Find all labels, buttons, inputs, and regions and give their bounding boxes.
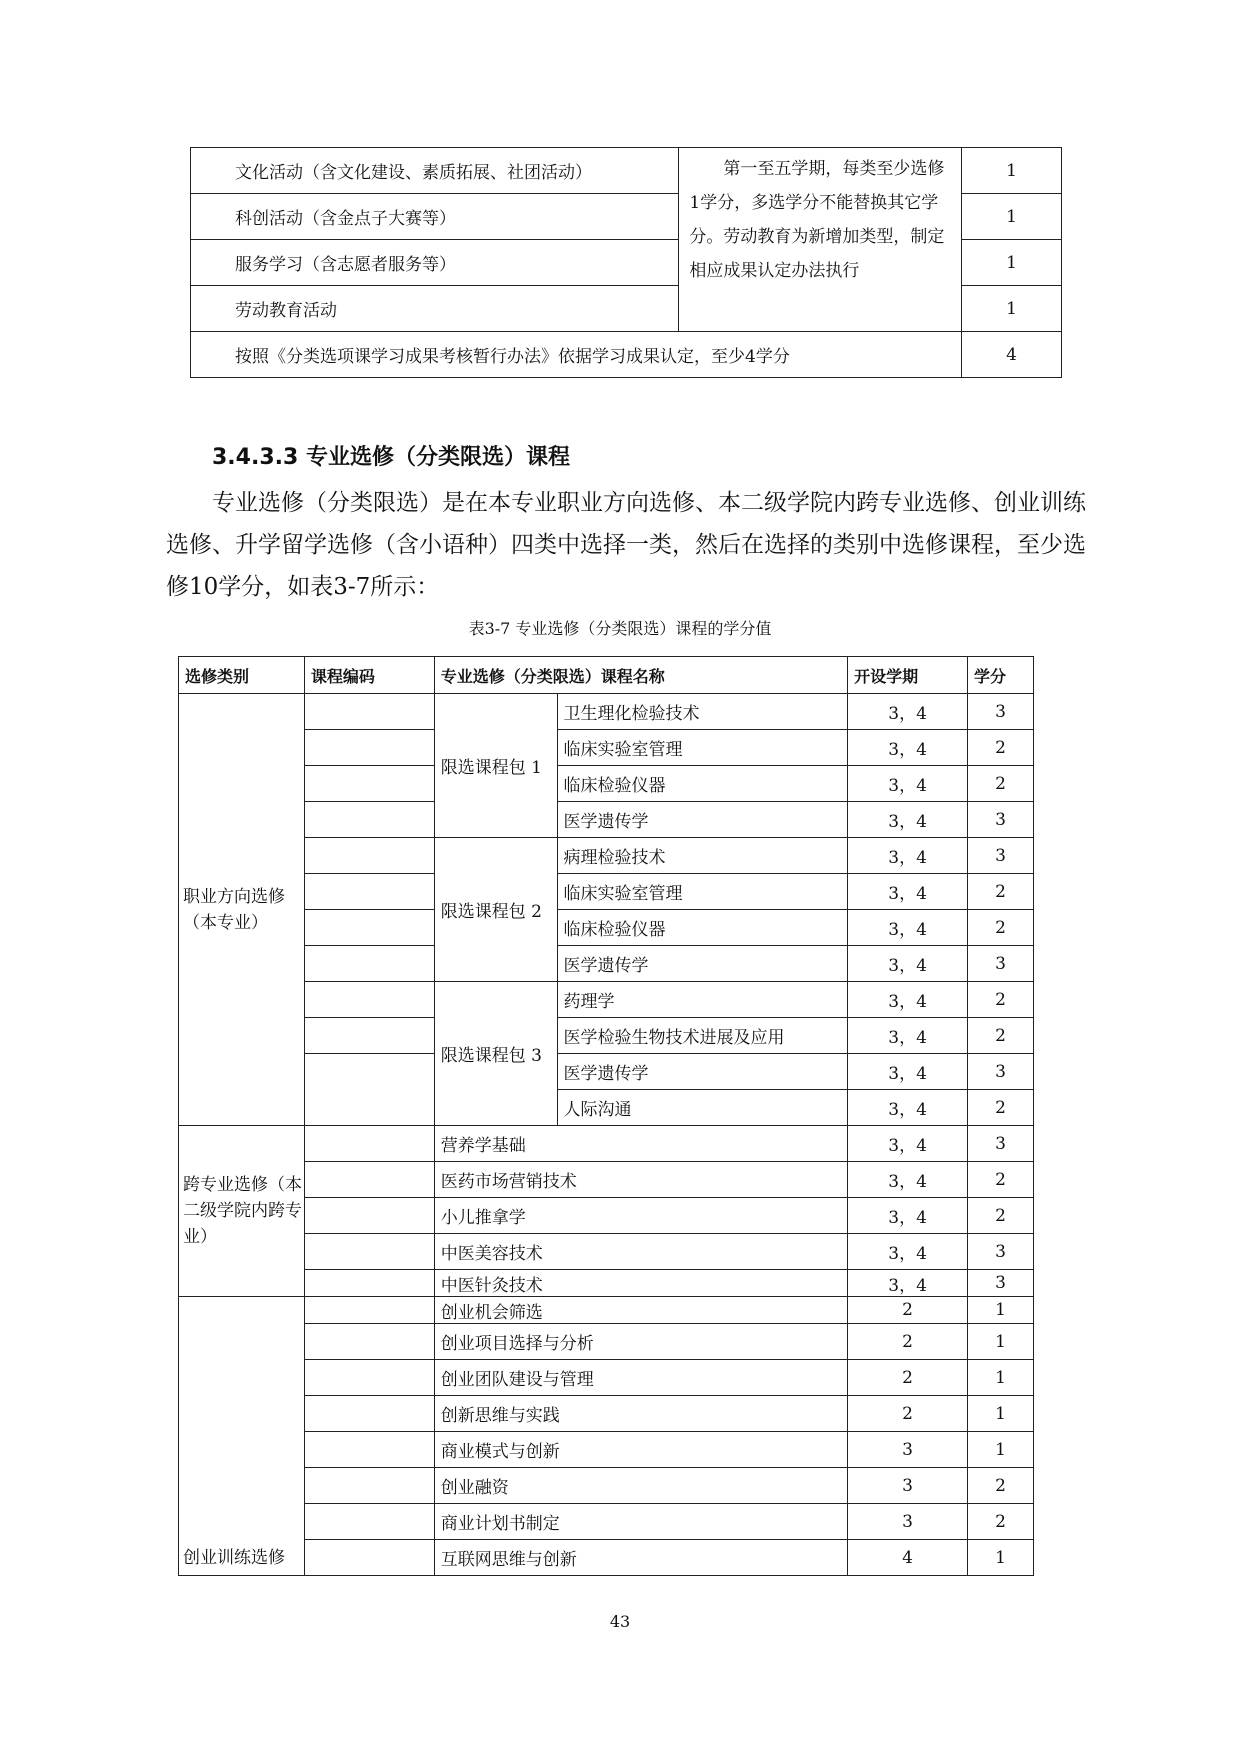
course-name: 药理学 [557,982,848,1018]
course-name: 临床检验仪器 [557,766,848,802]
course-semester: 3，4 [848,1018,968,1054]
activity-item: 科创活动（含金点子大赛等） [191,194,679,240]
course-credit: 3 [968,1234,1034,1270]
course-name: 医学遗传学 [557,1054,848,1090]
course-semester: 3，4 [848,1126,968,1162]
course-semester: 3，4 [848,838,968,874]
course-semester: 3，4 [848,1198,968,1234]
header-name: 专业选修（分类限选）课程名称 [434,657,847,694]
table-caption: 表3-7 专业选修（分类限选）课程的学分值 [468,619,772,638]
activity-credit-table [190,147,1062,378]
table-row [179,1324,1034,1360]
table-row [179,1234,1034,1270]
section-paragraph: 专业选修（分类限选）是在本专业职业方向选修、本二级学院内跨专业选修、创业训练选修、升学留学选修（含小语种）四类中选择一类，然后在选择的类别中选修课程，至少选修10学分，如表3-7所示： [166,490,1086,600]
course-name: 创业团队建设与管理 [434,1360,847,1396]
course-credit: 1 [968,1432,1034,1468]
course-semester: 3，4 [848,802,968,838]
course-credit: 2 [968,874,1034,910]
course-credit: 2 [968,730,1034,766]
course-name: 营养学基础 [434,1126,847,1162]
activity-item: 服务学习（含志愿者服务等） [191,240,679,286]
course-code [304,730,434,766]
course-credit: 1 [968,1396,1034,1432]
table-row [179,838,1034,874]
table-row [179,1432,1034,1468]
course-code [304,1432,434,1468]
course-semester: 4 [848,1540,968,1576]
activity-note: 第一至五学期，每类至少选修1学分，多选学分不能替换其它学分。劳动教育为新增加类型，制定相应成果认定办法执行 [679,148,962,332]
course-name: 中医美容技术 [434,1234,847,1270]
table-row [179,1270,1034,1297]
table-row [179,874,1034,910]
elective-credit-table [178,656,1034,1576]
table-header-row [179,657,1034,694]
table-row [179,1468,1034,1504]
table-row [179,1540,1034,1576]
course-code [304,1324,434,1360]
table-row [179,910,1034,946]
course-name: 病理检验技术 [557,838,848,874]
course-name: 临床实验室管理 [557,874,848,910]
course-name: 互联网思维与创新 [434,1540,847,1576]
category-label: 创业训练选修 [179,1297,305,1576]
course-credit: 1 [968,1324,1034,1360]
table-row [179,694,1034,730]
table-row [179,982,1034,1018]
course-credit: 3 [968,1126,1034,1162]
course-credit: 2 [968,766,1034,802]
course-name: 商业模式与创新 [434,1432,847,1468]
header-credit: 学分 [968,657,1034,694]
table-row [179,1018,1034,1054]
course-code [304,1270,434,1297]
table-row [179,802,1034,838]
course-semester: 2 [848,1297,968,1324]
table-row [179,730,1034,766]
course-name: 临床实验室管理 [557,730,848,766]
course-code [304,982,434,1018]
activity-credit: 1 [962,148,1062,194]
course-code [304,1234,434,1270]
course-code [304,766,434,802]
table-row [179,1396,1034,1432]
course-semester: 3，4 [848,1090,968,1126]
course-semester: 3，4 [848,766,968,802]
course-code [304,1162,434,1198]
course-credit: 2 [968,1162,1034,1198]
course-semester: 3 [848,1432,968,1468]
table-row [179,1198,1034,1234]
course-credit: 1 [968,1360,1034,1396]
course-code [304,874,434,910]
section-heading: 3.4.3.3 专业选修（分类限选）课程 [212,445,570,470]
course-semester: 2 [848,1396,968,1432]
course-semester: 3，4 [848,694,968,730]
course-code [304,1396,434,1432]
table-row [191,148,1062,194]
course-credit: 1 [968,1297,1034,1324]
course-credit: 3 [968,946,1034,982]
activity-credit: 1 [962,286,1062,332]
activity-credit: 1 [962,240,1062,286]
page-number: 43 [609,1612,631,1631]
course-credit: 1 [968,1540,1034,1576]
activity-footer-text: 按照《分类选项课学习成果考核暂行办法》依据学习成果认定，至少4学分 [191,332,962,378]
course-code [304,946,434,982]
table-row [179,1126,1034,1162]
course-semester: 3，4 [848,1270,968,1297]
course-name: 小儿推拿学 [434,1198,847,1234]
course-semester: 3，4 [848,730,968,766]
course-name: 创业融资 [434,1468,847,1504]
course-credit: 2 [968,1504,1034,1540]
course-name: 卫生理化检验技术 [557,694,848,730]
course-name: 医学遗传学 [557,802,848,838]
course-semester: 3，4 [848,1054,968,1090]
course-name: 医学检验生物技术进展及应用 [557,1018,848,1054]
course-name: 人际沟通 [557,1090,848,1126]
activity-footer-credit: 4 [962,332,1062,378]
course-code [304,694,434,730]
course-credit: 3 [968,1270,1034,1297]
course-code [304,1540,434,1576]
course-code [304,1504,434,1540]
course-semester: 2 [848,1324,968,1360]
course-name: 创业机会筛选 [434,1297,847,1324]
course-credit: 2 [968,1468,1034,1504]
course-name: 创业项目选择与分析 [434,1324,847,1360]
table-row [179,1054,1034,1090]
table-row [179,1297,1034,1324]
course-semester: 3 [848,1504,968,1540]
table-row [179,1504,1034,1540]
table-row [179,1360,1034,1396]
activity-item: 文化活动（含文化建设、素质拓展、社团活动） [191,148,679,194]
package-label: 限选课程包 1 [434,694,557,838]
course-code [304,910,434,946]
header-semester: 开设学期 [848,657,968,694]
package-label: 限选课程包 3 [434,982,557,1126]
course-credit: 3 [968,802,1034,838]
course-credit: 3 [968,694,1034,730]
course-semester: 3，4 [848,982,968,1018]
course-code [304,1360,434,1396]
course-name: 商业计划书制定 [434,1504,847,1540]
course-code [304,1018,434,1054]
course-code [304,1054,434,1126]
course-credit: 2 [968,910,1034,946]
course-name: 医学遗传学 [557,946,848,982]
course-code [304,802,434,838]
course-credit: 3 [968,1054,1034,1090]
package-label: 限选课程包 2 [434,838,557,982]
category-label: 跨专业选修（本二级学院内跨专业） [179,1126,305,1297]
header-code: 课程编码 [304,657,434,694]
table-row [179,1162,1034,1198]
course-semester: 3，4 [848,910,968,946]
course-code [304,838,434,874]
course-name: 临床检验仪器 [557,910,848,946]
course-semester: 3 [848,1468,968,1504]
course-semester: 2 [848,1360,968,1396]
course-credit: 2 [968,982,1034,1018]
course-semester: 3，4 [848,874,968,910]
course-code [304,1198,434,1234]
course-name: 创新思维与实践 [434,1396,847,1432]
course-credit: 3 [968,838,1034,874]
course-credit: 2 [968,1018,1034,1054]
table-row [179,766,1034,802]
table-row [191,332,1062,378]
course-credit: 2 [968,1198,1034,1234]
category-label: 职业方向选修（本专业） [179,694,305,1126]
course-name: 医药市场营销技术 [434,1162,847,1198]
course-semester: 3，4 [848,1162,968,1198]
course-semester: 3，4 [848,946,968,982]
course-code [304,1126,434,1162]
course-semester: 3，4 [848,1234,968,1270]
header-category: 选修类别 [179,657,305,694]
course-credit: 2 [968,1090,1034,1126]
course-code [304,1297,434,1324]
course-code [304,1468,434,1504]
course-name: 中医针灸技术 [434,1270,847,1297]
table-row [179,946,1034,982]
activity-credit: 1 [962,194,1062,240]
activity-item: 劳动教育活动 [191,286,679,332]
